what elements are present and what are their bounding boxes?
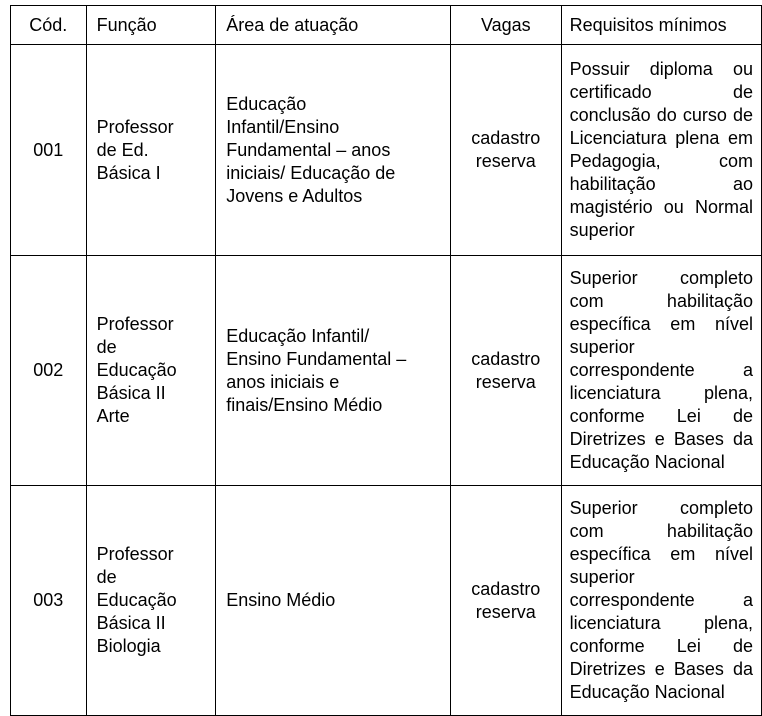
header-vagas: Vagas: [451, 6, 562, 45]
cell-codigo: [11, 256, 87, 486]
funcao-text: Professor de Educação Básica II Arte: [96, 314, 177, 426]
vagas-text: cadastro reserva: [471, 128, 541, 171]
table-row: [11, 45, 762, 256]
vagas-text: cadastro reserva: [471, 578, 541, 622]
header-funcao: Função: [86, 6, 216, 45]
requisitos-text: Possuir diploma ou certificado de conclusão do curso de Licenciatura plena em Pedagogia, com habilitação ao magistério ou Normal superior: [569, 59, 753, 240]
requisitos-text: Superior completo com habilitação específica em nível superior correspondente a licenciatura plena, conforme Lei de Diretrizes e Bases da Educação Nacional: [569, 498, 753, 702]
cell-funcao: [86, 45, 216, 256]
cell-vagas: [451, 45, 562, 256]
requisitos-text: Superior completo com habilitação específica em nível superior correspondente a licenciatura plena, conforme Lei de Diretrizes e Bases da Educação Nacional: [569, 268, 753, 472]
header-requisitos: Requisitos mínimos: [561, 6, 761, 45]
codigo-text: 003: [33, 590, 64, 610]
area-text: Educação Infantil/Ensino Fundamental – anos iniciais/ Educação de Jovens e Adultos: [226, 93, 396, 206]
area-text: Educação Infantil/ Ensino Fundamental – anos iniciais e finais/Ensino Médio: [226, 325, 407, 415]
table-row: [11, 486, 762, 716]
cell-area: [216, 256, 451, 486]
vagas-text: cadastro reserva: [471, 348, 541, 392]
cell-requisitos: [561, 256, 761, 486]
cell-requisitos: [561, 45, 761, 256]
header-codigo: Cód.: [11, 6, 87, 45]
cell-codigo: [11, 45, 87, 256]
funcao-text: Professor de Educação Básica II Biologia: [96, 544, 177, 656]
cell-funcao: [86, 256, 216, 486]
header-row: [11, 6, 762, 45]
vacancies-table: [10, 5, 762, 716]
table-row: [11, 256, 762, 486]
cell-vagas: [451, 256, 562, 486]
cell-codigo: [11, 486, 87, 716]
cell-vagas: [451, 486, 562, 716]
codigo-text: 001: [33, 139, 64, 160]
cell-funcao: [86, 486, 216, 716]
codigo-text: 002: [33, 360, 64, 380]
cell-area: [216, 486, 451, 716]
cell-requisitos: [561, 486, 761, 716]
area-text: Ensino Médio: [226, 590, 336, 610]
header-area: Área de atuação: [216, 6, 451, 45]
cell-area: [216, 45, 451, 256]
funcao-text: Professor de Ed. Básica I: [96, 116, 174, 183]
